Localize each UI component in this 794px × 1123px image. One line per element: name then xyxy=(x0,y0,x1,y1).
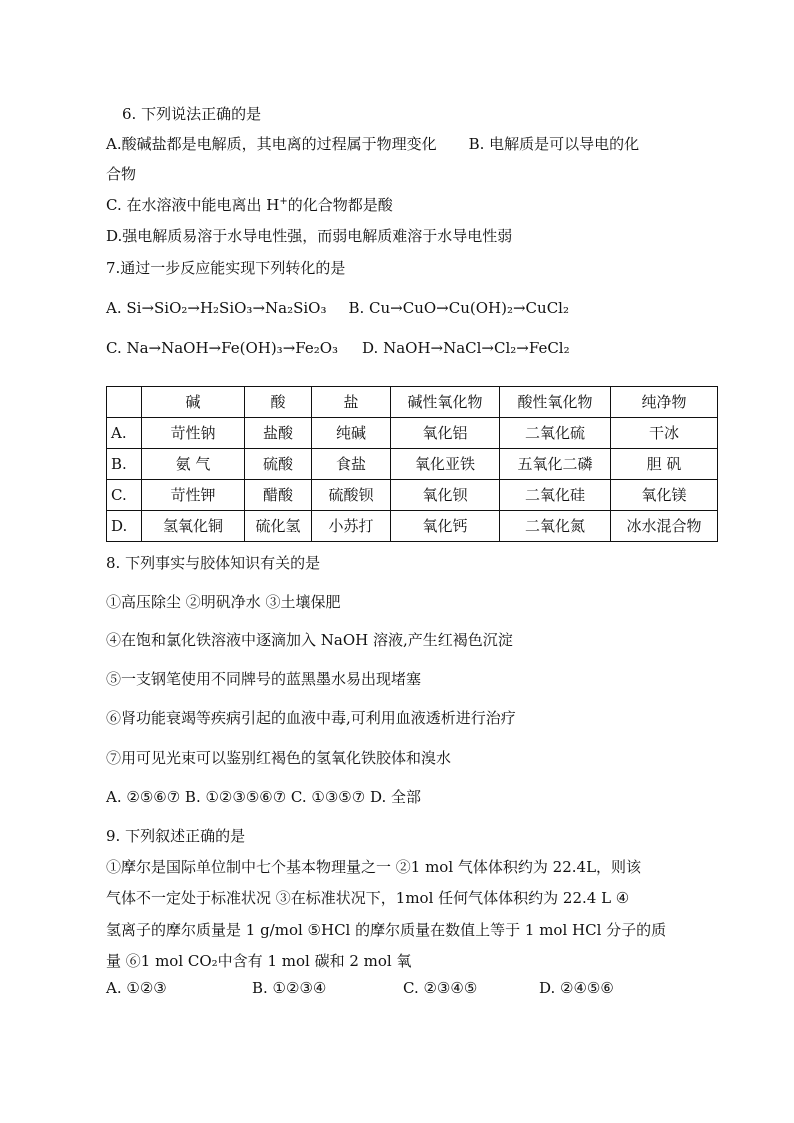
table-cell: B. xyxy=(107,449,142,480)
q9-line-2: 气体不一定处于标准状况 ③在标准状况下，1mol 任何气体体积约为 22.4 L ④ xyxy=(106,889,630,907)
classification-table xyxy=(106,386,718,542)
table-cell: 氧化亚铁 xyxy=(391,449,500,480)
table-cell: 氧化镁 xyxy=(611,480,718,511)
q6-option-a xyxy=(106,134,639,154)
q8-item-4: ⑥肾功能衰竭等疾病引起的血液中毒,可利用血液透析进行治疗 xyxy=(106,709,516,727)
q8-stem: 8. 下列事实与胶体知识有关的是 xyxy=(106,554,321,572)
q9-option-d: D. ②④⑤⑥ xyxy=(539,979,614,997)
h-plus-sup: + xyxy=(279,196,288,207)
q6-option-c-text: C. 在水溶液中能电离出 H xyxy=(106,196,280,214)
table-cell: 二氧化氮 xyxy=(500,511,611,542)
table-cell: 二氧化硫 xyxy=(500,418,611,449)
table-cell: C. xyxy=(107,480,142,511)
q6-option-a-text: A.酸碱盐都是电解质，其电离的过程属于物理变化 xyxy=(106,135,437,153)
table-header-cell: 盐 xyxy=(312,387,391,418)
table-cell: 硫酸钡 xyxy=(312,480,391,511)
table-cell: 苛性钠 xyxy=(142,418,245,449)
table-cell: D. xyxy=(107,511,142,542)
q7-option-d: D. NaOH→NaCl→Cl₂→FeCl₂ xyxy=(362,339,570,357)
table-cell: 苛性钾 xyxy=(142,480,245,511)
q9-option-c: C. ②③④⑤ xyxy=(403,979,478,997)
table-cell: 五氧化二磷 xyxy=(500,449,611,480)
table-cell: 氨 气 xyxy=(142,449,245,480)
table-cell: 胆 矾 xyxy=(611,449,718,480)
table-cell: 盐酸 xyxy=(245,418,312,449)
q9-line-4: 量 ⑥1 mol CO₂中含有 1 mol 碳和 2 mol 氧 xyxy=(106,952,412,970)
q7-stem: 7.通过一步反应能实现下列转化的是 xyxy=(106,259,346,277)
q8-item-1: ①高压除尘 ②明矾净水 ③土壤保肥 xyxy=(106,593,341,611)
table-cell: 醋酸 xyxy=(245,480,312,511)
table-cell: 冰水混合物 xyxy=(611,511,718,542)
q7-option-b: B. Cu→CuO→Cu(OH)₂→CuCl₂ xyxy=(348,299,569,317)
q6-stem: 6. 下列说法正确的是 xyxy=(122,105,262,123)
table-header-cell xyxy=(107,387,142,418)
q9-line-1: ①摩尔是国际单位制中七个基本物理量之一 ②1 mol 气体体积约为 22.4L，则该 xyxy=(106,858,642,876)
q7-option-a: A. Si→SiO₂→H₂SiO₃→Na₂SiO₃ xyxy=(106,299,327,317)
table-cell: 二氧化硅 xyxy=(500,480,611,511)
q6-option-b-text: B. 电解质是可以导电的化 xyxy=(468,135,640,153)
q6-option-d: D.强电解质易溶于水导电性强，而弱电解质难溶于水导电性弱 xyxy=(106,227,513,245)
q7-option-c: C. Na→NaOH→Fe(OH)₃→Fe₂O₃ xyxy=(106,339,339,357)
table-header-cell: 纯净物 xyxy=(611,387,718,418)
q6-option-b-cont: 合物 xyxy=(106,165,137,183)
q9-line-3: 氢离子的摩尔质量是 1 g/mol ⑤HCl 的摩尔质量在数值上等于 1 mol HCl 分子的质 xyxy=(106,921,667,939)
q8-item-5: ⑦用可见光束可以鉴别红褐色的氢氧化铁胶体和溴水 xyxy=(106,749,452,767)
q9-options xyxy=(106,978,614,998)
q7-options-cd xyxy=(106,338,570,358)
q9-stem: 9. 下列叙述正确的是 xyxy=(106,827,246,845)
table-header-row xyxy=(107,387,718,418)
table-cell: 氢氧化铜 xyxy=(142,511,245,542)
q7-options-ab xyxy=(106,298,569,318)
table-cell: 氧化铝 xyxy=(391,418,500,449)
table-cell: 纯碱 xyxy=(312,418,391,449)
table-header-cell: 酸 xyxy=(245,387,312,418)
table-cell: 小苏打 xyxy=(312,511,391,542)
q9-option-a: A. ①②③ xyxy=(106,979,167,997)
q6-option-c-text2: 的化合物都是酸 xyxy=(287,196,393,214)
table-cell: 硫酸 xyxy=(245,449,312,480)
table-cell: 硫化氢 xyxy=(245,511,312,542)
table-header-cell: 碱 xyxy=(142,387,245,418)
table-cell: 食盐 xyxy=(312,449,391,480)
table-header-cell: 酸性氧化物 xyxy=(500,387,611,418)
table-row xyxy=(107,449,718,480)
table-row xyxy=(107,418,718,449)
q8-item-3: ⑤一支钢笔使用不同牌号的蓝黑墨水易出现堵塞 xyxy=(106,670,422,688)
table-header-cell: 碱性氧化物 xyxy=(391,387,500,418)
table-cell: A. xyxy=(107,418,142,449)
table-row xyxy=(107,511,718,542)
q8-item-2: ④在饱和氯化铁溶液中逐滴加入 NaOH 溶液,产生红褐色沉淀 xyxy=(106,631,513,649)
table-cell: 干冰 xyxy=(611,418,718,449)
q8-options: A. ②⑤⑥⑦ B. ①②③⑤⑥⑦ C. ①③⑤⑦ D. 全部 xyxy=(106,788,422,806)
table-cell: 氧化钡 xyxy=(391,480,500,511)
q9-option-b: B. ①②③④ xyxy=(252,979,327,997)
table-row xyxy=(107,480,718,511)
q6-option-c xyxy=(106,195,393,215)
table-cell: 氧化钙 xyxy=(391,511,500,542)
